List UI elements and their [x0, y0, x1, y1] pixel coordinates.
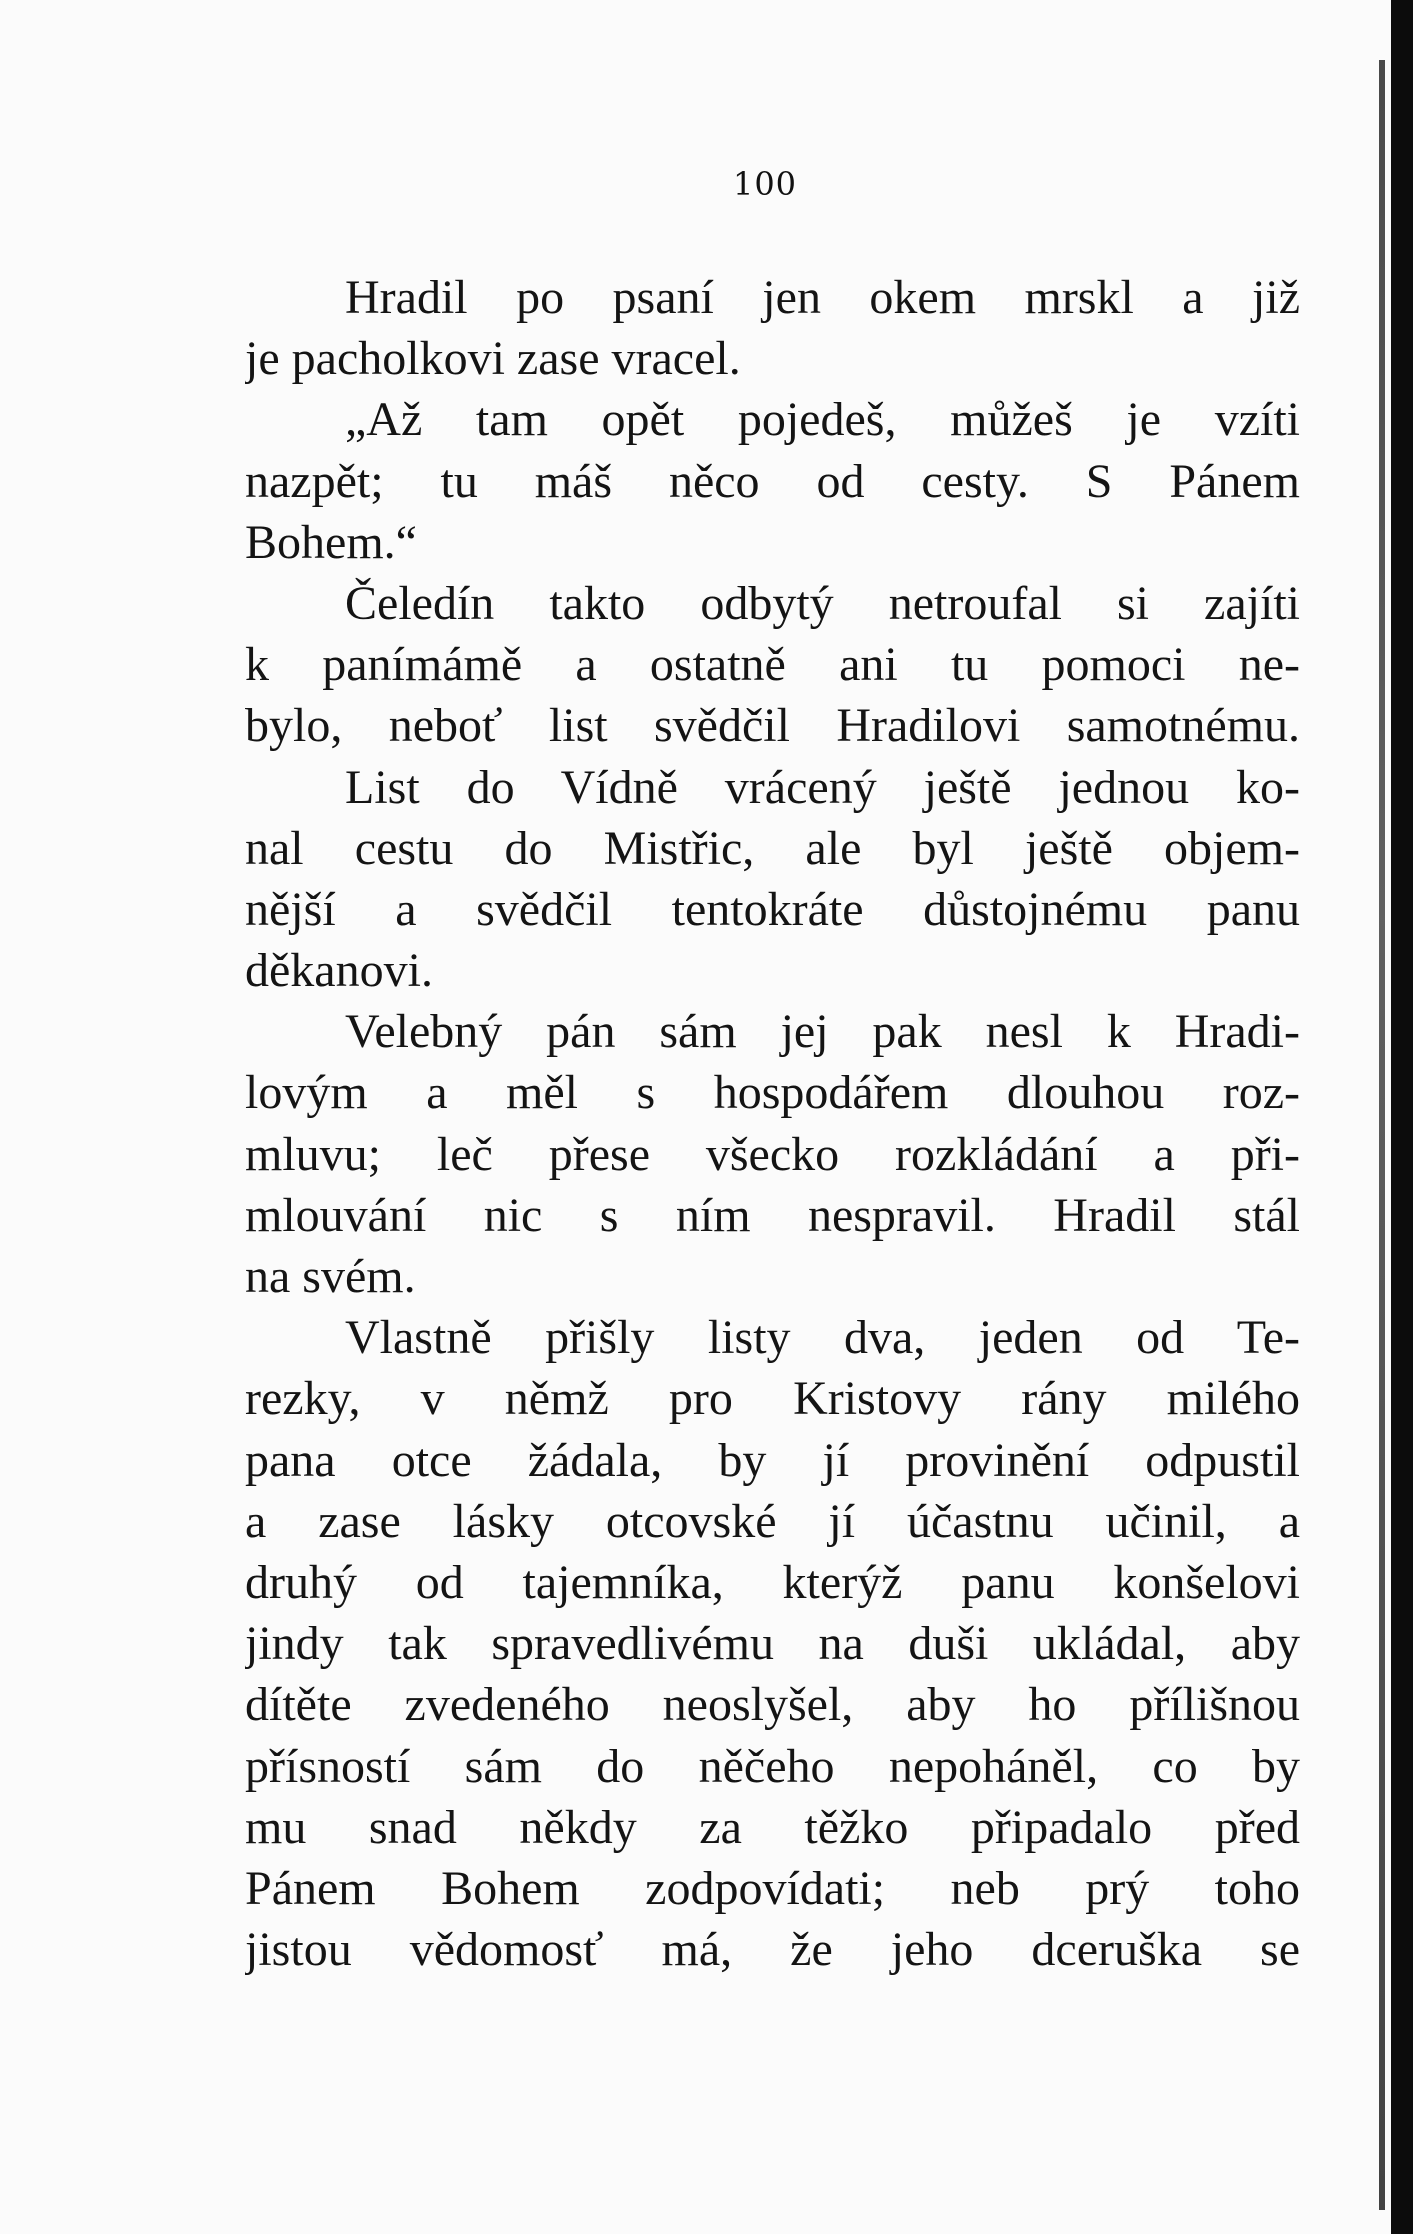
text-line: na svém. — [245, 1250, 416, 1303]
text-line: děkanovi. — [245, 944, 433, 998]
text-line: mluvu; leč přese všecko rozkládání a při- — [245, 1127, 1300, 1181]
text-line: Velebný pán sám jej pak nesl k Hradi- — [345, 1005, 1300, 1059]
text-line: bylo, neboť list svědčil Hradilovi samotnému. — [245, 699, 1300, 753]
text-line: Hradil po psaní jen okem mrskl a již — [345, 271, 1300, 324]
text-line: Vlastně přišly listy dva, jeden od Te- — [345, 1311, 1300, 1365]
text-line: Pánem Bohem zodpovídati; neb prý toho — [245, 1861, 1300, 1915]
text-line: Čeledín takto odbytý netroufal si zajíti — [345, 576, 1300, 630]
scan-edge-shadow — [1391, 0, 1413, 2234]
text-line: List do Vídně vrácený ještě jednou ko- — [345, 760, 1300, 814]
text-line: nal cestu do Mistřic, ale byl ještě objem- — [245, 821, 1300, 875]
text-line: rezky, v němž pro Kristovy rány milého — [245, 1372, 1300, 1426]
text-line: lovým a měl s hospodářem dlouhou roz- — [245, 1066, 1300, 1120]
text-line: „Až tam opět pojedeš, můžeš je vzíti — [345, 393, 1300, 447]
body-text — [245, 267, 1300, 1980]
text-line: přísností sám do něčeho nepoháněl, co by — [245, 1739, 1300, 1793]
text-line: pana otce žádala, by jí provinění odpustil — [245, 1433, 1300, 1487]
text-line: k panímámě a ostatně ani tu pomoci ne- — [245, 638, 1300, 692]
text-line: a zase lásky otcovské jí účastnu učinil, a — [245, 1494, 1300, 1548]
text-line: jistou vědomosť má, že jeho dceruška se — [245, 1923, 1300, 1977]
page-number: 100 — [732, 165, 798, 203]
text-line: je pacholkovi zase vracel. — [245, 332, 741, 386]
page-gutter — [1379, 60, 1385, 2210]
text-line: nazpět; tu máš něco od cesty. S Pánem — [245, 454, 1300, 508]
text-line: jindy tak spravedlivému na duši ukládal, aby — [245, 1617, 1300, 1671]
text-line: mlouvání nic s ním nespravil. Hradil stál — [245, 1188, 1300, 1242]
text-line: druhý od tajemníka, kterýž panu konšelovi — [245, 1555, 1300, 1609]
text-line: Bohem.“ — [245, 515, 417, 569]
text-line: nější a svědčil tentokráte důstojnému panu — [245, 882, 1300, 936]
text-line: dítěte zvedeného neoslyšel, aby ho přílišnou — [245, 1678, 1300, 1732]
text-line: mu snad někdy za těžko připadalo před — [245, 1800, 1300, 1854]
